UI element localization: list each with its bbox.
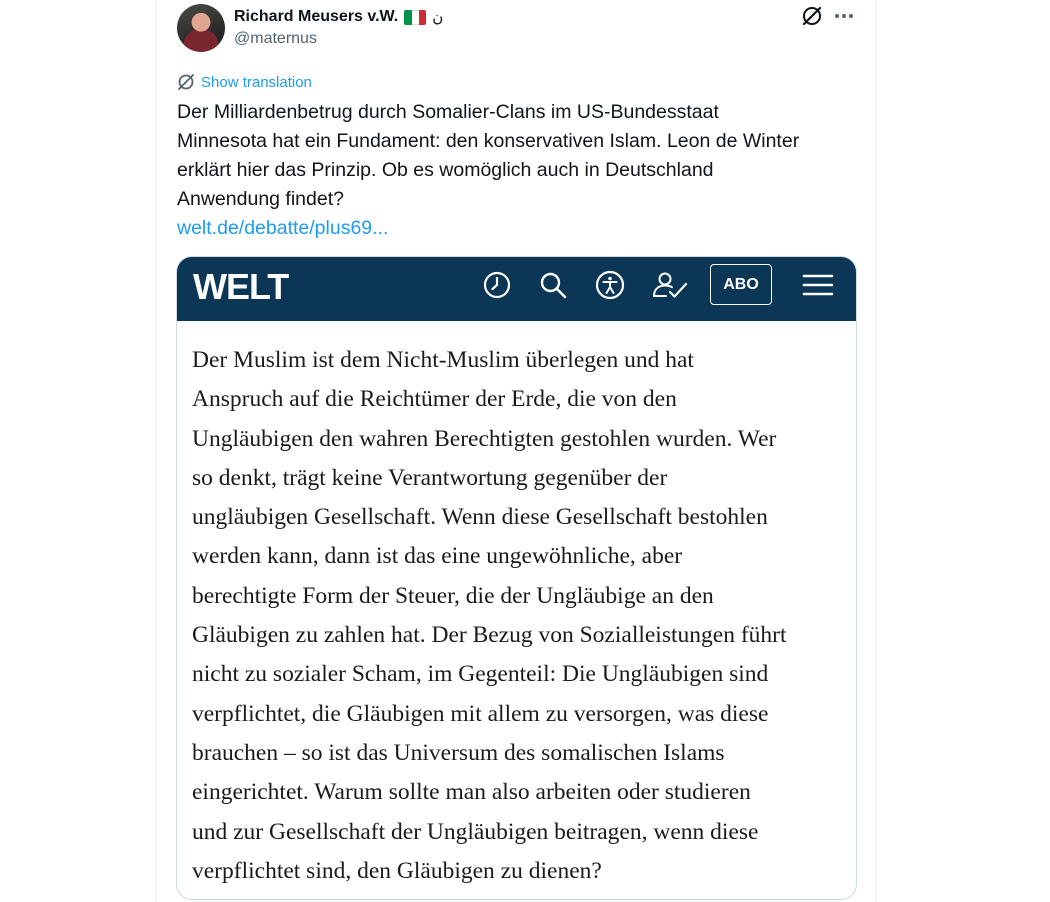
more-icon[interactable] xyxy=(833,5,855,32)
search-icon xyxy=(538,270,568,300)
abo-button[interactable]: ABO xyxy=(710,264,772,305)
welt-logo: WELT xyxy=(193,266,289,307)
account-icon xyxy=(652,270,690,302)
author-handle[interactable]: @maternus xyxy=(234,30,317,47)
tweet-link[interactable]: welt.de/debatte/plus69... xyxy=(177,217,389,239)
italy-flag-icon xyxy=(404,10,426,25)
show-translation-label: Show translation xyxy=(201,73,312,91)
avatar[interactable] xyxy=(177,4,225,52)
author-name-row xyxy=(234,6,443,28)
translate-icon xyxy=(177,73,195,91)
article-excerpt: Der Muslim ist dem Nicht-Muslim überlegen und hat Anspruch auf die Reichtümer der Erde, die von den Ungläubigen den wahren Berechtigten gestohlen wurden. Wer so denkt, trägt keine Verantwortung gegenüber der ungläubigen Gesellschaft. Wenn diese Gesellschaft bestohlen werden kann, dann ist das eine ungewöhnliche, aber berechtigte Form der Steuer, die der Ungläubige an den Gläubigen zu zahlen hat. Der Bezug von Sozialleistungen führt nicht zu sozialer Scham, im Gegenteil: Die Ungläubigen sind verpflichtet, die Gläubigen mit allem zu versorgen, was diese brauchen – so ist das Universum des somalischen Islams eingerichtet. Warum sollte man also arbeiten oder studieren und zur Gesellschaft der Ungläubigen beitragen, wenn diese verpflichtet sind, den Gläubigen zu dienen? xyxy=(192,347,787,884)
media-card[interactable] xyxy=(176,256,857,900)
clock-icon xyxy=(482,270,512,300)
author-name[interactable]: Richard Meusers v.W. xyxy=(234,8,399,25)
tweet-text: Der Milliardenbetrug durch Somalier-Clans im US-Bundesstaat Minnesota hat ein Fundament: den konservativen Islam. Leon de Winter erklärt hier das Prinzip. Ob es womöglich auch in Deutschland Anwendung findet? xyxy=(177,101,800,210)
menu-icon xyxy=(802,270,834,300)
arabic-letter: ﻥ xyxy=(432,9,444,26)
accessibility-icon xyxy=(595,270,625,300)
welt-header xyxy=(177,257,856,321)
show-translation-link[interactable] xyxy=(177,73,312,91)
grok-icon[interactable] xyxy=(801,5,823,32)
